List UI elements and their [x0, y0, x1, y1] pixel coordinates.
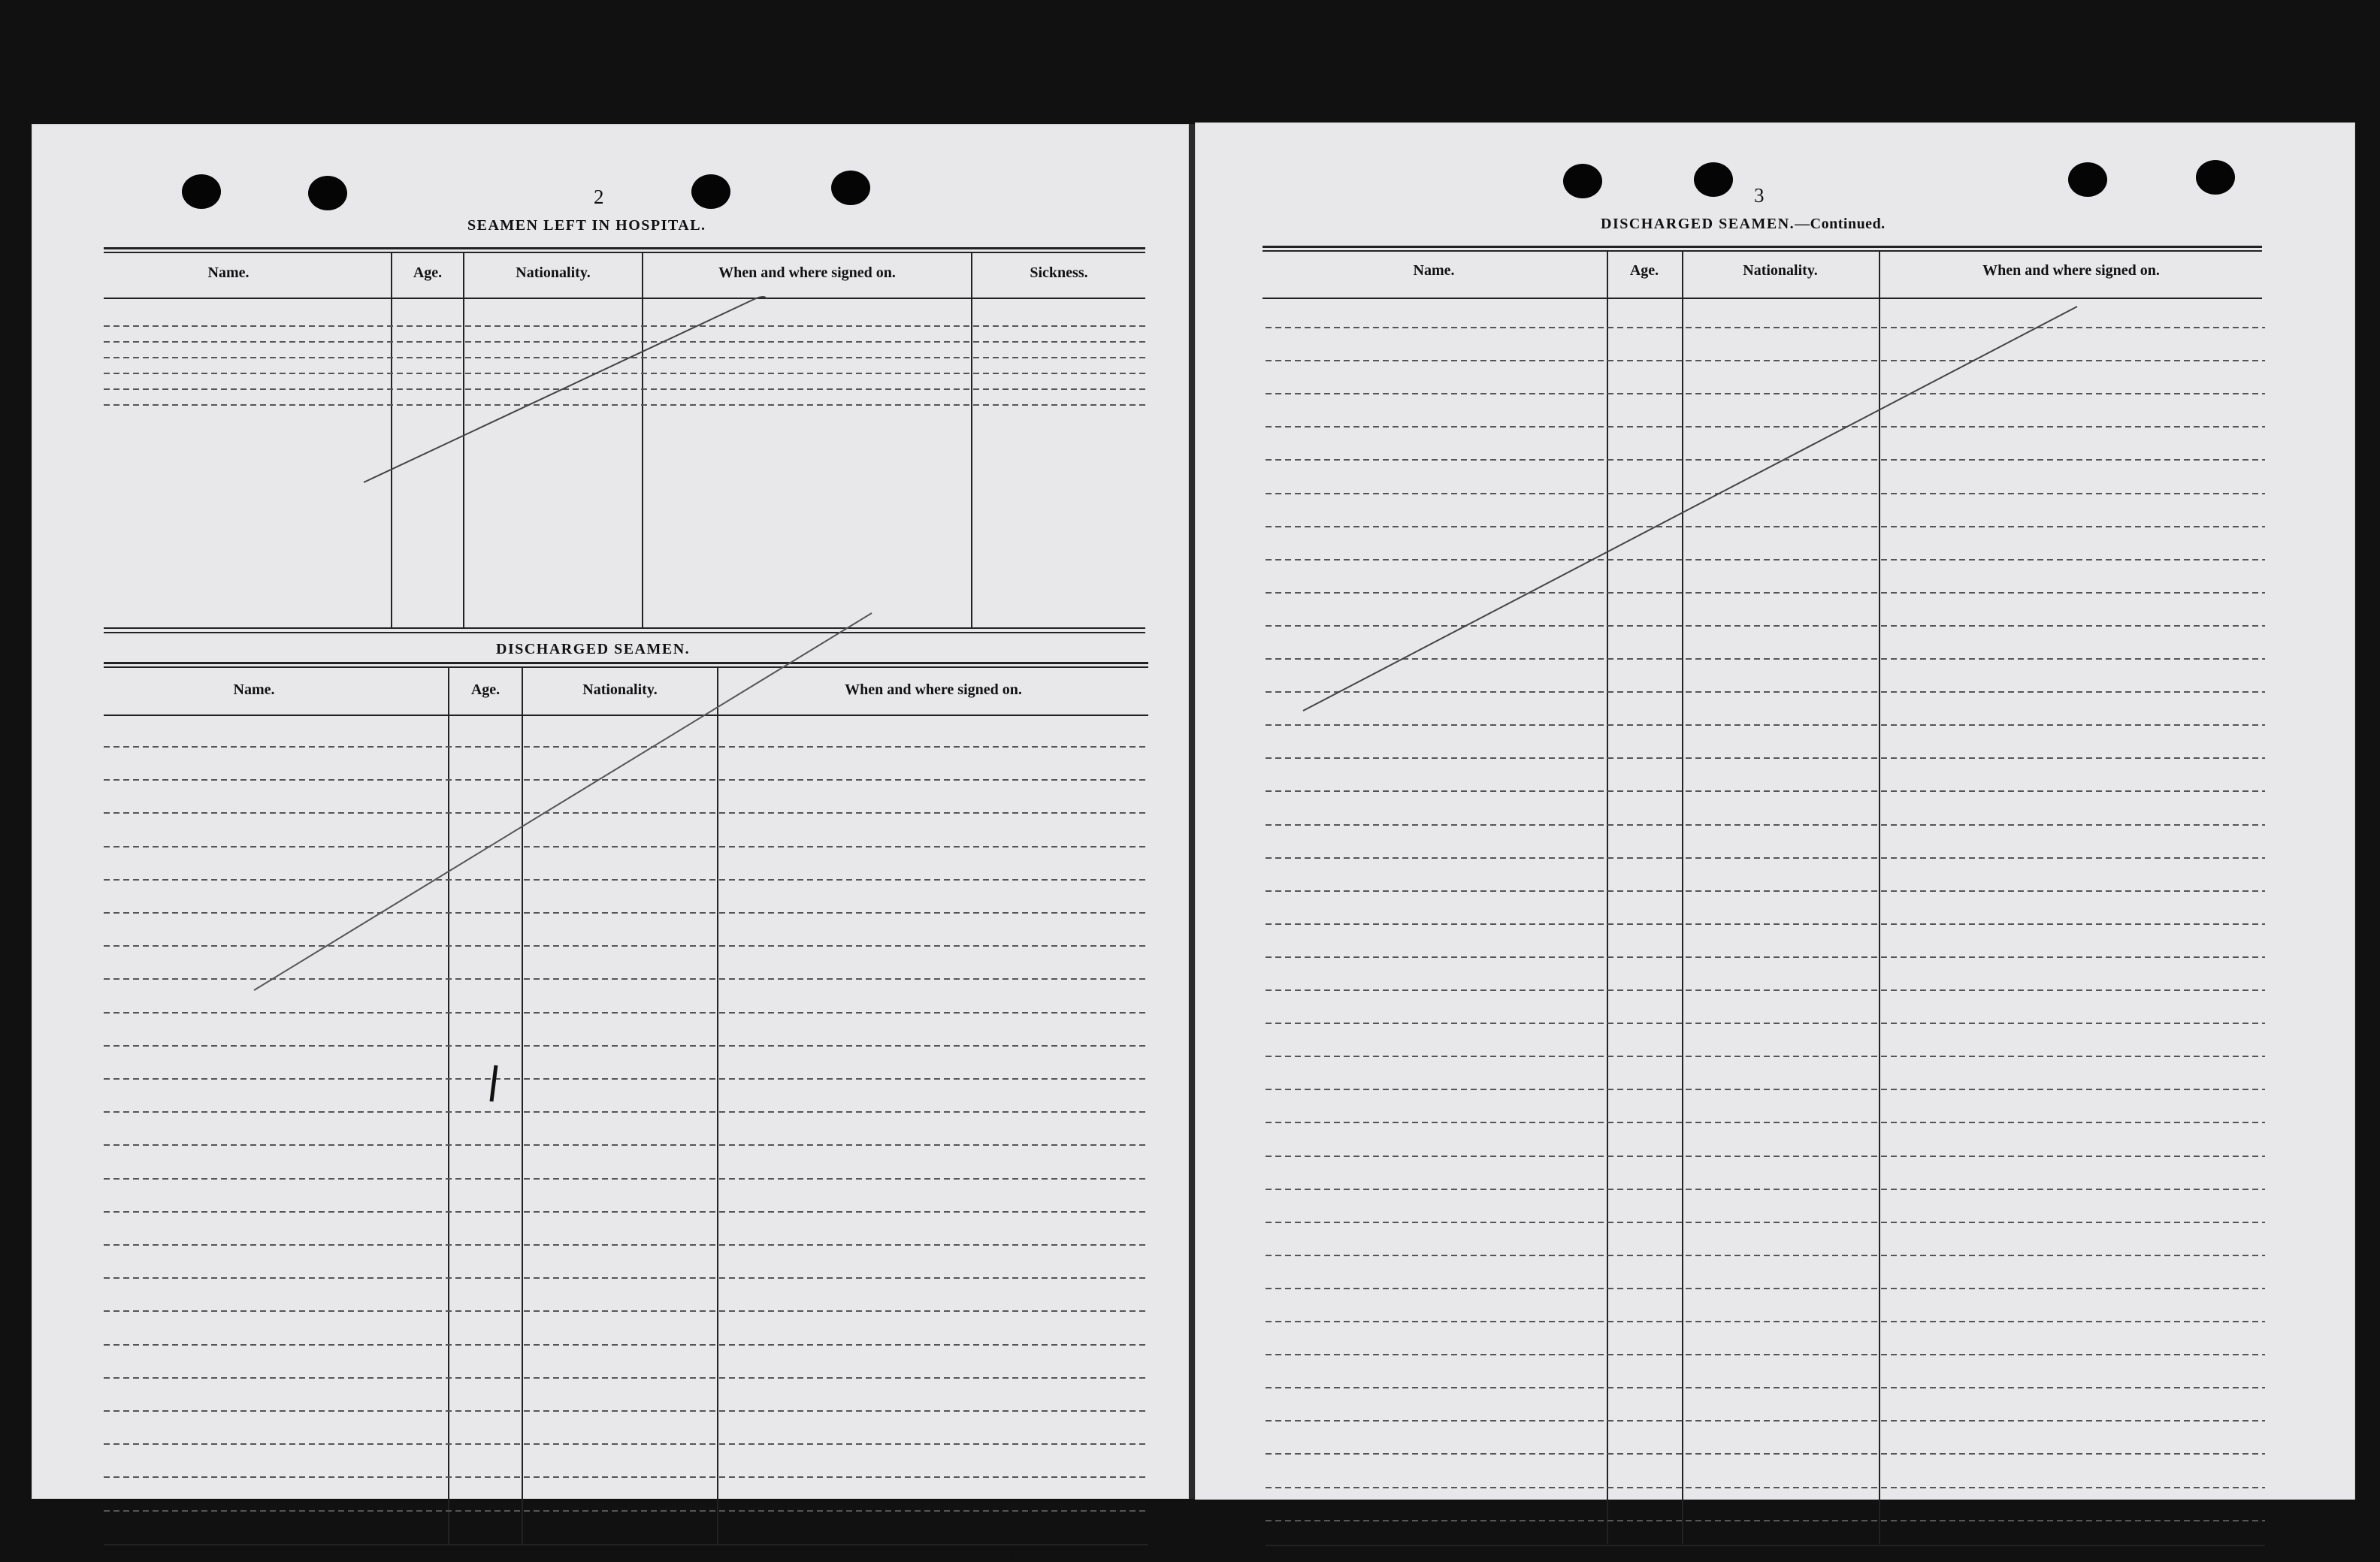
right-page: [1195, 122, 2355, 1500]
entry-row-line: [1266, 923, 2265, 925]
table-bottom-rule: [104, 1544, 1148, 1545]
table-bottom-rule: [104, 632, 1145, 633]
discharged-continued-title: [1601, 216, 1886, 233]
entry-row-line: [104, 1178, 1148, 1180]
entry-row-line: [1266, 1222, 2265, 1223]
table-bottom-rule: [1266, 1545, 2265, 1546]
entry-row-line: [104, 388, 1145, 390]
entry-row-line: [104, 978, 1148, 980]
discharged-col-name: Name.: [233, 681, 275, 698]
entry-row-line: [1266, 1255, 2265, 1256]
entry-row-line: [1266, 592, 2265, 594]
entry-row-line: [1266, 360, 2265, 361]
entry-row-line: [1266, 459, 2265, 461]
entry-row-line: [104, 1510, 1148, 1512]
title-text: DISCHARGED SEAMEN.: [1601, 216, 1795, 232]
continued-col-name: Name.: [1413, 262, 1455, 279]
entry-row-line: [1266, 1487, 2265, 1488]
table-top-rule: [1263, 246, 2262, 248]
entry-row-line: [1266, 790, 2265, 792]
entry-row-line: [1266, 989, 2265, 991]
entry-row-line: [104, 1111, 1148, 1113]
entry-row-line: [1266, 1387, 2265, 1388]
column-divider: [1682, 252, 1683, 1544]
table-top-rule: [104, 252, 1145, 253]
entry-row-line: [104, 945, 1148, 947]
entry-row-line: [104, 1012, 1148, 1014]
continued-note: CONTINUED ON NEXT PAGE.: [918, 1553, 1044, 1562]
entry-row-line: [1266, 1156, 2265, 1157]
entry-row-line: [104, 1045, 1148, 1047]
column-divider: [522, 668, 523, 1545]
entry-row-line: [1266, 526, 2265, 527]
entry-row-line: [1266, 1520, 2265, 1521]
entry-row-line: [104, 746, 1148, 748]
entry-row-line: [1266, 857, 2265, 859]
header-underline: [104, 715, 1148, 716]
entry-row-line: [1266, 757, 2265, 759]
continued-col-nationality: Nationality.: [1743, 262, 1818, 279]
discharged-col-signed-on: When and where signed on.: [845, 681, 1022, 698]
punch-hole: [831, 171, 870, 205]
hospital-section-title: SEAMEN LEFT IN HOSPITAL.: [467, 217, 706, 234]
column-divider: [448, 668, 449, 1545]
hospital-col-signed-on: When and where signed on.: [718, 264, 896, 281]
entry-row-line: [1266, 1189, 2265, 1190]
entry-row-line: [1266, 426, 2265, 428]
title-suffix: —Continued.: [1795, 216, 1886, 232]
entry-row-line: [1266, 1023, 2265, 1024]
entry-row-line: [1266, 393, 2265, 394]
punch-hole: [691, 174, 730, 209]
punch-hole: [308, 176, 347, 210]
left-page: [32, 124, 1189, 1562]
discharged-col-nationality: Nationality.: [582, 681, 658, 698]
column-divider: [717, 668, 718, 1545]
column-divider: [391, 253, 392, 629]
entry-row-line: [1266, 1122, 2265, 1123]
entry-row-line: [1266, 1420, 2265, 1422]
table-top-rule: [104, 247, 1145, 249]
column-divider: [1607, 252, 1608, 1544]
entry-row-line: [1266, 493, 2265, 494]
entry-row-line: [1266, 1089, 2265, 1090]
entry-row-line: [104, 1078, 1148, 1080]
entry-row-line: [104, 1244, 1148, 1246]
column-divider: [971, 253, 972, 629]
entry-row-line: [1266, 824, 2265, 826]
page-fold: [1189, 124, 1195, 1499]
entry-row-line: [1266, 956, 2265, 958]
entry-row-line: [104, 357, 1145, 358]
entry-row-line: [104, 1211, 1148, 1213]
entry-row-line: [1266, 1354, 2265, 1355]
entry-row-line: [104, 912, 1148, 914]
entry-row-line: [104, 325, 1145, 327]
entry-row-line: [1266, 559, 2265, 560]
entry-row-line: [104, 341, 1145, 343]
punch-hole: [2196, 160, 2235, 195]
column-divider: [463, 253, 464, 629]
hospital-col-name: Name.: [207, 264, 249, 281]
entry-row-line: [104, 373, 1145, 374]
hospital-col-sickness: Sickness.: [1030, 264, 1088, 281]
entry-row-line: [104, 1377, 1148, 1379]
column-divider: [642, 253, 643, 629]
continued-col-signed-on: When and where signed on.: [1982, 262, 2160, 279]
table-top-rule: [104, 666, 1148, 668]
entry-row-line: [104, 812, 1148, 814]
header-underline: [1263, 298, 2262, 299]
punch-hole: [182, 174, 221, 209]
entry-row-line: [104, 1476, 1148, 1478]
punch-hole: [2068, 162, 2107, 197]
hospital-col-age: Age.: [413, 264, 443, 281]
table-top-rule: [1263, 250, 2262, 252]
entry-row-line: [1266, 1321, 2265, 1322]
discharged-section-title: DISCHARGED SEAMEN.: [496, 641, 691, 657]
table-top-rule: [104, 662, 1148, 664]
entry-row-line: [104, 1344, 1148, 1346]
column-divider: [1879, 252, 1880, 1544]
header-underline: [104, 298, 1145, 299]
page-number: 2: [594, 186, 604, 208]
entry-row-line: [104, 1410, 1148, 1412]
entry-row-line: [1266, 691, 2265, 693]
punch-hole: [1563, 164, 1602, 198]
entry-row-line: [104, 1144, 1148, 1146]
page-number: 3: [1754, 184, 1765, 207]
continued-col-age: Age.: [1629, 262, 1659, 279]
entry-row-line: [104, 1443, 1148, 1445]
entry-row-line: [1266, 1453, 2265, 1455]
entry-row-line: [104, 1310, 1148, 1312]
entry-row-line: [1266, 625, 2265, 627]
entry-row-line: [104, 1277, 1148, 1279]
entry-row-line: [1266, 1288, 2265, 1289]
entry-row-line: [104, 779, 1148, 781]
entry-row-line: [1266, 327, 2265, 328]
entry-row-line: [1266, 890, 2265, 892]
discharged-col-age: Age.: [470, 681, 500, 698]
hospital-col-nationality: Nationality.: [516, 264, 591, 281]
entry-row-line: [104, 404, 1145, 406]
punch-hole: [1694, 162, 1733, 197]
entry-row-line: [104, 879, 1148, 881]
entry-row-line: [1266, 724, 2265, 726]
table-bottom-rule: [104, 627, 1145, 629]
entry-row-line: [1266, 1056, 2265, 1057]
entry-row-line: [104, 846, 1148, 847]
entry-row-line: [1266, 658, 2265, 660]
